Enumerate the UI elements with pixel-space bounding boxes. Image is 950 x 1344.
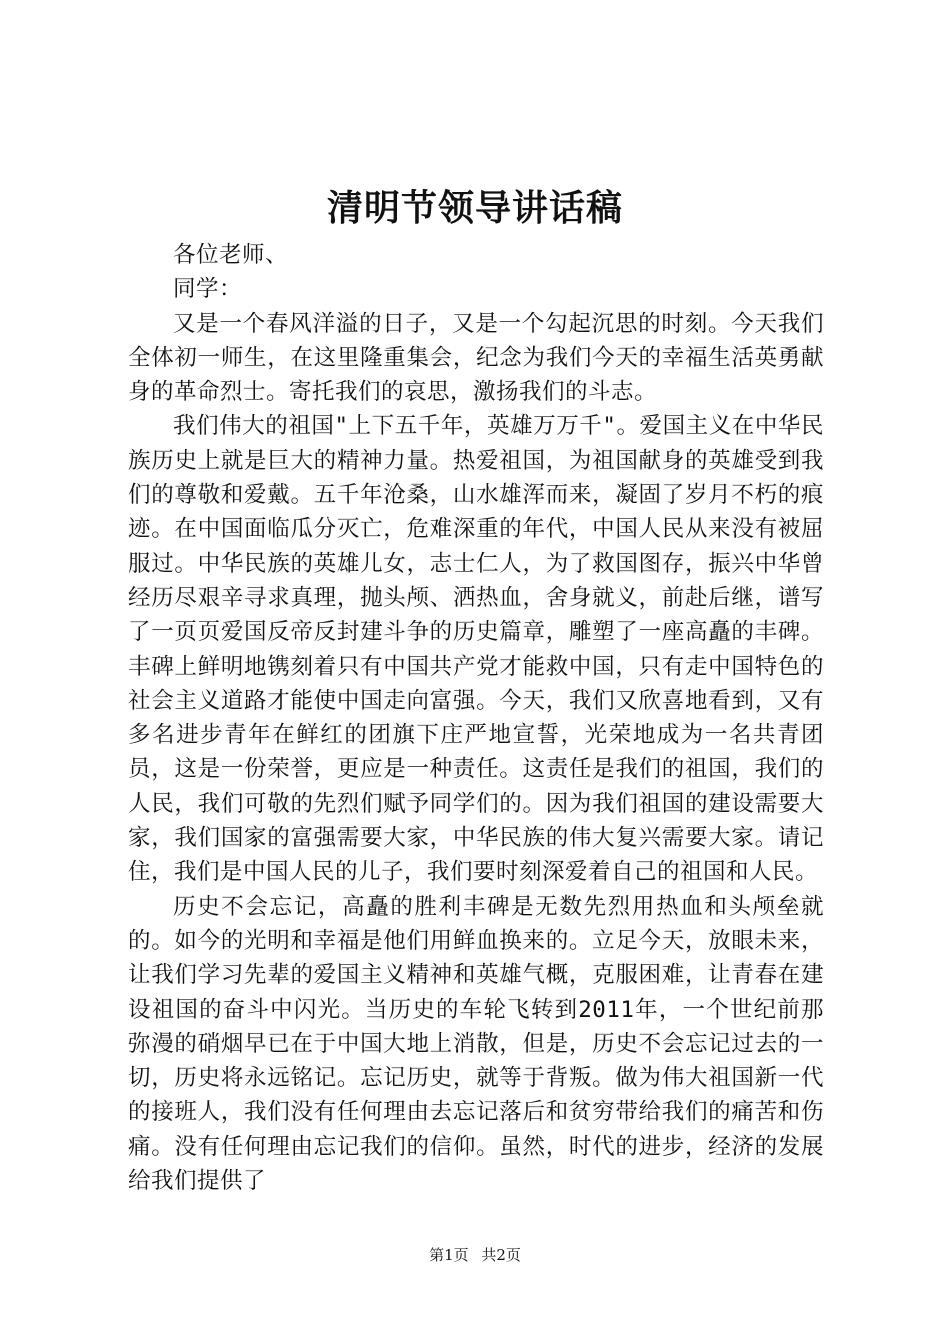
paragraph: 我们伟大的祖国"上下五千年，英雄万万千"。爱国主义在中华民族历史上就是巨大的精神力量。热爱祖国，为祖国献身的英雄受到我们的尊敬和爱戴。五千年沧桑，山水雄浑而来，凝固了岁月不朽的痕迹。在中国面临瓜分灭亡，危难深重的年代，中国人民从来没有被屈服过。中华民族的英雄儿女，志士仁人，为了救国图存，振兴中华曾经历尽艰辛寻求真理，抛头颅、洒热血，舍身就义，前赴后继，谱写了一页页爱国反帝反封建斗争的历史篇章，雕塑了一座高矗的丰碑。丰碑上鲜明地镌刻着只有中国共产党才能救中国，只有走中国特色的社会主义道路才能使中国走向富强。今天，我们又欣喜地看到，又有多名进步青年在鲜红的团旗下庄严地宣誓，光荣地成为一名共青团员，这是一份荣誉，更应是一种责任。这责任是我们的祖国，我们的人民，我们可敬的先烈们赋予同学们的。因为我们祖国的建设需要大家，我们国家的富强需要大家，中华民族的伟大复兴需要大家。请记住，我们是中国人民的儿子，我们要时刻深爱着自己的祖国和人民。	[128, 413, 824, 886]
salutation-line: 同学：	[173, 276, 243, 303]
page-footer	[0, 1244, 950, 1266]
salutation-line: 各位老师、	[173, 242, 289, 268]
paragraph: 历史不会忘记，高矗的胜利丰碑是无数先烈用热血和头颅垒就的。如今的光明和幸福是他们用鲜血换来的。立足今天，放眼未来，让我们学习先辈的爱国主义精神和英雄气概，克服困难，让青春在建设祖国的奋斗中闪光。当历史的车轮飞转到2011年，一个世纪前那弥漫的硝烟早已在于中国大地上消散，但是，历史不会忘记过去的一切，历史将永远铭记。忘记历史，就等于背叛。做为伟大祖国新一代的接班人，我们没有任何理由去忘记落后和贫穷带给我们的痛苦和伤痛。没有任何理由忘记我们的信仰。虽然，时代的进步，经济的发展给我们提供了	[128, 893, 824, 1195]
page-number: 第1页	[429, 1246, 469, 1264]
document-title: 清明节领导讲话稿	[326, 187, 623, 229]
document-body	[128, 238, 824, 1198]
page-total: 共2页	[481, 1246, 521, 1264]
paragraph: 又是一个春风洋溢的日子，又是一个勾起沉思的时刻。今天我们全体初一师生，在这里隆重集会，纪念为我们今天的幸福生活英勇献身的革命烈士。寄托我们的哀思，激扬我们的斗志。	[128, 310, 824, 406]
